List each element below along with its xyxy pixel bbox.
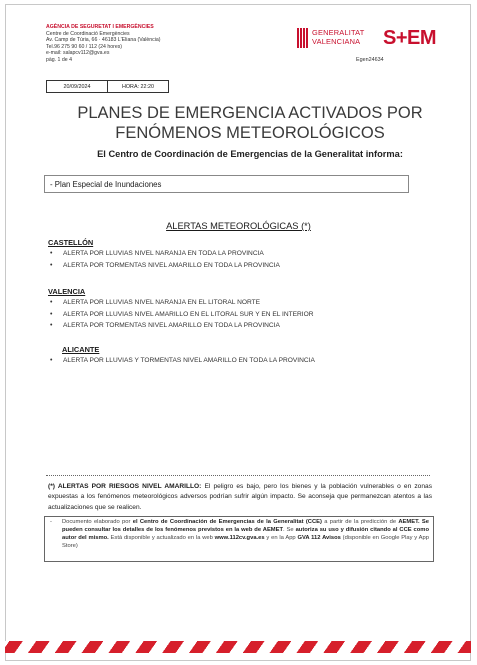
date-time-box bbox=[46, 80, 169, 93]
info-text: . Se bbox=[283, 526, 296, 533]
note-text: El peligro es bajo, pero los bienes y la población vulnerables o en zonas expuestas a los fenómenos meteorológicos adversos podrían sufrir algún impacto. Se aconseja que permanezcan atentos a las actualizaciones que se realicen. bbox=[48, 483, 432, 511]
list-item: • ALERTA POR TORMENTAS NIVEL AMARILLO EN TODA LA PROVINCIA bbox=[50, 320, 314, 332]
note-lead: (*) ALERTAS POR RIESGOS NIVEL AMARILLO: bbox=[48, 483, 202, 490]
plan-label: - Plan Especial de Inundaciones bbox=[50, 179, 162, 189]
info-text: (disponible en Google Play y App Store) bbox=[62, 534, 429, 549]
alert-list-alicante bbox=[50, 355, 315, 367]
coat-of-arms-icon bbox=[297, 28, 308, 48]
activated-plan-box bbox=[44, 175, 409, 193]
hazard-stripe-footer bbox=[5, 641, 471, 653]
list-item: • ALERTA POR LLUVIAS Y TORMENTAS NIVEL AMARILLO EN TODA LA PROVINCIA bbox=[50, 355, 315, 367]
alert-list-valencia bbox=[50, 297, 314, 332]
info-bold: autoriza su uso y difusión citando al CCE como autor del mismo. bbox=[62, 526, 429, 541]
info-bold: AEMET. Se pueden consultar los detalles de los fenómenos previstos en la web de AEMET bbox=[62, 519, 430, 533]
agency-line: e-mail: salapcv112@gva.es bbox=[46, 50, 110, 57]
alerts-heading: ALERTAS METEOROLÓGICAS (*) bbox=[166, 221, 311, 231]
title-line: PLANES DE EMERGENCIA ACTIVADOS POR bbox=[77, 104, 423, 122]
agency-name: AGÈNCIA DE SEGURETAT I EMERGÈNCIES bbox=[46, 24, 154, 30]
website-link[interactable]: www.112cv.gva.es bbox=[214, 534, 265, 541]
info-bold: el Centro de Coordinación de Emergencias de la Generalitat (CCE) bbox=[132, 519, 322, 525]
time-value: HORA: 22:20 bbox=[121, 83, 155, 90]
info-marker: - bbox=[50, 519, 52, 525]
document-page bbox=[5, 4, 471, 661]
title-line: FENÓMENOS METEOROLÓGICOS bbox=[115, 123, 385, 142]
sem-logo: S+EM bbox=[383, 27, 437, 49]
generalitat-logo bbox=[297, 28, 364, 48]
info-text: Documento elaborado por bbox=[62, 519, 133, 525]
list-item: • ALERTA POR LLUVIAS NIVEL NARANJA EN TODA LA PROVINCIA bbox=[50, 248, 280, 260]
document-code: Egen24634 bbox=[356, 57, 384, 63]
yellow-alert-note bbox=[48, 482, 432, 513]
date-value: 20/09/2024 bbox=[47, 81, 108, 92]
info-text: a partir de la predicción de bbox=[321, 519, 399, 525]
page-number: pàg. 1 de 4 bbox=[46, 56, 72, 63]
alert-list-castellon bbox=[50, 248, 280, 271]
info-text: y en la App bbox=[264, 534, 298, 541]
agency-line: Av. Camp de Túria, 66 · 46183 L'Eliana (València) bbox=[46, 37, 161, 44]
region-heading-valencia: VALENCIA bbox=[48, 287, 86, 296]
region-heading-alicante: ALICANTE bbox=[62, 345, 100, 354]
list-item: • ALERTA POR TORMENTAS NIVEL AMARILLO EN TODA LA PROVINCIA bbox=[50, 260, 280, 272]
agency-line: Tel.96 275 90 60 / 112 (24 hores) bbox=[46, 43, 123, 50]
source-info-box bbox=[44, 516, 434, 562]
subtitle: El Centro de Coordinación de Emergencias de la Generalitat informa: bbox=[97, 149, 403, 159]
list-item: • ALERTA POR LLUVIAS NIVEL NARANJA EN EL LITORAL NORTE bbox=[50, 297, 314, 309]
region-heading-castellon: CASTELLÓN bbox=[48, 238, 94, 247]
logo-text-line: VALENCIANA bbox=[312, 37, 361, 46]
list-item: • ALERTA POR LLUVIAS NIVEL AMARILLO EN EL LITORAL SUR Y EN EL INTERIOR bbox=[50, 309, 314, 321]
dotted-divider bbox=[46, 475, 430, 476]
info-text: Está disponible y actualizado en la web bbox=[108, 534, 215, 541]
agency-line: Centre de Coordinació Emergències bbox=[46, 30, 130, 37]
logo-text-line: GENERALITAT bbox=[312, 28, 365, 38]
page-title bbox=[40, 104, 460, 143]
agency-header bbox=[46, 24, 161, 64]
app-name: GVA 112 Avisos bbox=[297, 534, 341, 541]
